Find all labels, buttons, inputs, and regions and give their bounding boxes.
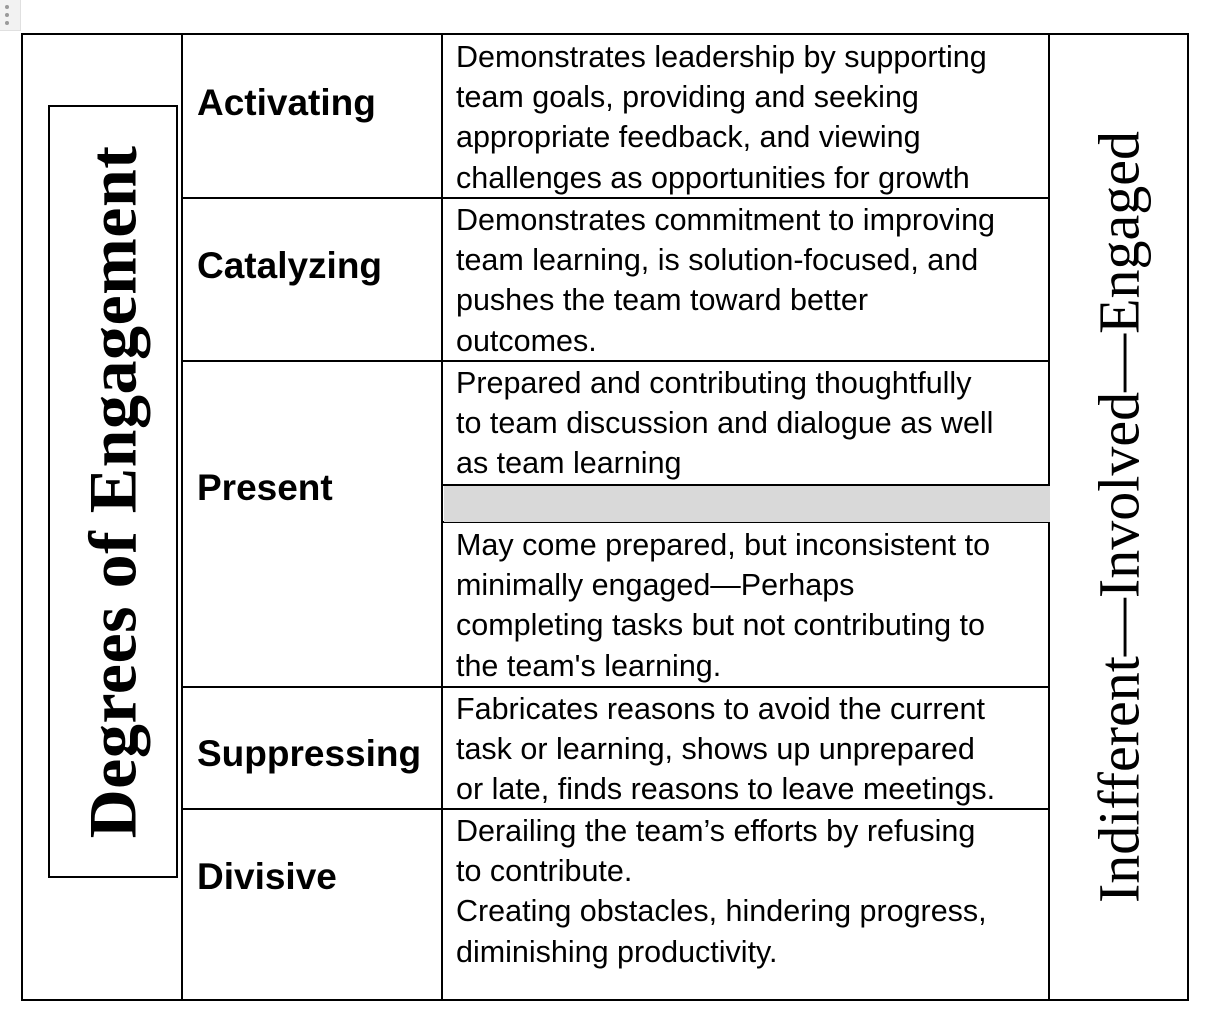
column-divider-2	[441, 35, 443, 999]
engagement-scale: Indifferent—Involved—Engaged	[1086, 130, 1151, 904]
level-label-suppressing: Suppressing	[197, 733, 422, 774]
level-description-divisive: Derailing the team’s efforts by refusing to contribute. Creating obstacles, hindering progress, diminishing productivity.	[456, 814, 987, 969]
level-label-divisive: Divisive	[197, 856, 337, 897]
level-description-present-secondary: May come prepared, but inconsistent to minimally engaged—Perhaps completing tasks but not contributing to the team's learning.	[456, 528, 991, 683]
transition-bar	[444, 486, 1050, 522]
level-description-activating: Demonstrates leadership by supporting team goals, providing and seeking appropriate feedback, and viewing challenges as opportunities for growth	[456, 40, 987, 195]
column-divider-1	[181, 35, 183, 999]
engagement-table	[21, 33, 1189, 1001]
level-description-suppressing: Fabricates reasons to avoid the current task or learning, shows up unprepared or late, finds reasons to leave meetings.	[456, 692, 996, 807]
title-box	[48, 105, 178, 878]
level-label-activating: Activating	[197, 82, 376, 123]
table-title: Degrees of Engagement	[74, 145, 151, 838]
scale-column	[1050, 35, 1187, 999]
level-label-catalyzing: Catalyzing	[197, 245, 383, 286]
row-divider	[181, 686, 1050, 688]
drag-handle[interactable]	[0, 0, 21, 31]
level-description-catalyzing: Demonstrates commitment to improving team learning, is solution-focused, and pushes the team toward better outcomes.	[456, 203, 996, 358]
level-label-present: Present	[197, 467, 333, 508]
level-description-present: Prepared and contributing thoughtfully to team discussion and dialogue as well as team learning	[456, 366, 994, 481]
